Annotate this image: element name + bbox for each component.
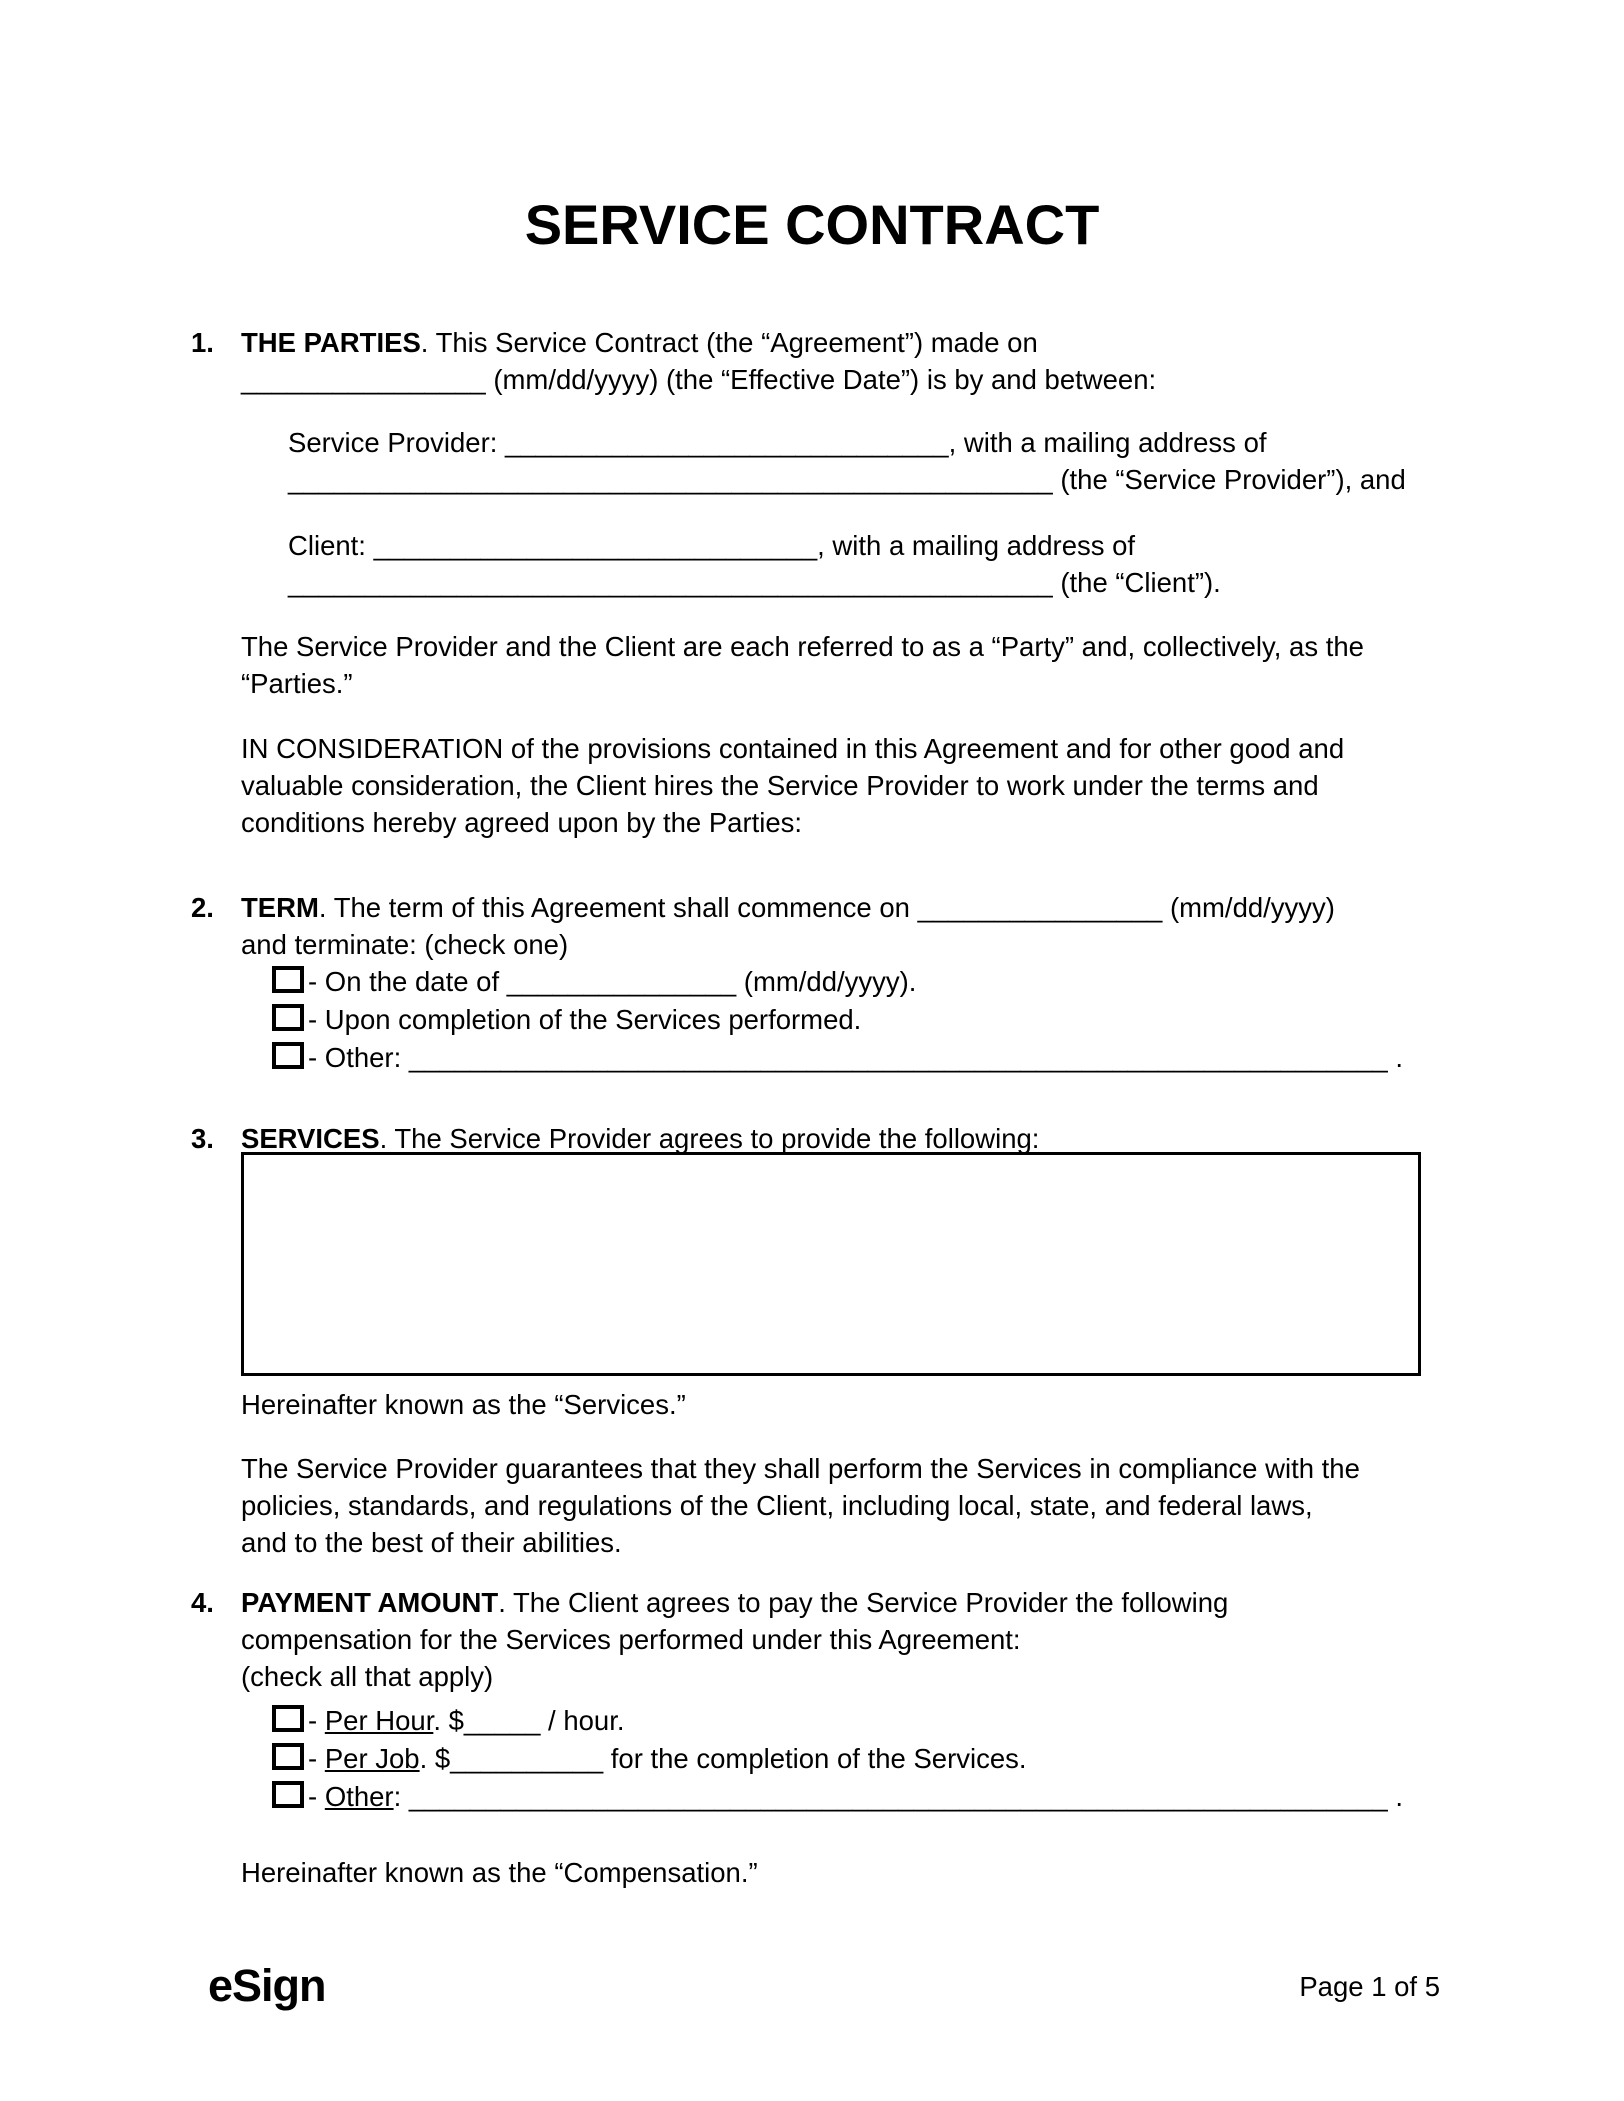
blank-job-amount[interactable]: __________: [450, 1743, 604, 1774]
section-number: 4.: [191, 1587, 214, 1618]
blank-client-address[interactable]: __________________________________________________: [288, 567, 1053, 598]
blank-commence-date[interactable]: ________________: [917, 892, 1163, 923]
blank-hourly-rate[interactable]: _____: [463, 1705, 541, 1736]
section-heading-services: SERVICES: [241, 1123, 380, 1154]
option-per-hour: [272, 1702, 1433, 1740]
text-run: . This Service Contract (the “Agreement”) made on: [420, 327, 1038, 358]
blank-service-provider-name[interactable]: _____________________________: [505, 427, 949, 458]
text-line: and to the best of their abilities.: [241, 1527, 622, 1558]
section-term: [191, 889, 1433, 1077]
service-provider-line-2: [288, 461, 1433, 498]
text-run: Client:: [288, 530, 374, 561]
services-hereinafter-line: Hereinafter known as the “Services.”: [241, 1389, 686, 1420]
term-options: [241, 963, 1433, 1077]
payment-options: [241, 1702, 1433, 1816]
service-provider-line-1: [288, 424, 1433, 461]
blank-effective-date[interactable]: ________________: [241, 364, 486, 395]
blank-payment-other[interactable]: ________________________________________________________________: [408, 1781, 1388, 1812]
parties-definition-paragraph: [241, 628, 1433, 702]
text-run: - Other:: [308, 1042, 409, 1073]
checkbox-per-job[interactable]: [272, 1743, 304, 1770]
section-services: [191, 1120, 1433, 1561]
per-job-label: Per Job: [324, 1743, 420, 1774]
text-run: -: [308, 1705, 325, 1736]
text-run: - On the date of: [308, 966, 507, 997]
section-term-body: [241, 889, 1433, 1077]
section-heading-term: TERM: [241, 892, 319, 923]
checkbox-terminate-on-date[interactable]: [272, 966, 304, 993]
blank-service-provider-address[interactable]: __________________________________________________: [288, 464, 1053, 495]
services-description-box[interactable]: [241, 1152, 1421, 1376]
section-parties: [191, 324, 1433, 841]
client-block: [241, 527, 1433, 601]
text-run: / hour.: [540, 1705, 625, 1736]
option-terminate-on-completion: [272, 1001, 1433, 1039]
text-run: (the “Client”).: [1052, 567, 1221, 598]
parties-intro-line-1: [241, 324, 1433, 361]
text-line: policies, standards, and regulations of the Client, including local, state, and federal laws,: [241, 1490, 1313, 1521]
section-parties-body: [241, 324, 1433, 841]
text-line: “Parties.”: [241, 668, 353, 699]
option-terminate-other: [272, 1039, 1433, 1077]
esign-logo: eSign: [208, 1960, 326, 2011]
services-guarantee-paragraph: [241, 1450, 1433, 1561]
section-number: 2.: [191, 892, 214, 923]
option-payment-other: [272, 1778, 1433, 1816]
text-run: (the “Service Provider”), and: [1052, 464, 1406, 495]
text-run: . The Client agrees to pay the Service Provider the following: [498, 1587, 1229, 1618]
page-number: Page 1 of 5: [1299, 1971, 1440, 2002]
document-content: [191, 0, 1433, 1891]
payment-intro-line-1: [241, 1584, 1433, 1621]
text-run: -: [308, 1743, 325, 1774]
payment-intro-line-2: compensation for the Services performed under this Agreement:: [241, 1624, 1021, 1655]
text-run: (mm/dd/yyyy).: [736, 966, 917, 997]
blank-terminate-other[interactable]: ________________________________________________________________: [408, 1042, 1388, 1073]
service-provider-block: [241, 424, 1433, 498]
checkbox-terminate-on-completion[interactable]: [272, 1004, 304, 1031]
text-line: valuable consideration, the Client hires the Service Provider to work under the terms and: [241, 770, 1319, 801]
blank-client-name[interactable]: _____________________________: [373, 530, 818, 561]
section-payment-body: [241, 1584, 1433, 1891]
text-run: , with a mailing address of: [948, 427, 1267, 458]
option-per-job: [272, 1740, 1433, 1778]
section-number: 3.: [191, 1123, 214, 1154]
term-intro-line-1: [241, 889, 1433, 926]
consideration-paragraph: [241, 730, 1433, 841]
text-run: . $: [419, 1743, 451, 1774]
parties-intro-line-2: [241, 361, 1433, 398]
other-label: Other: [324, 1781, 394, 1812]
text-run: (mm/dd/yyyy) (the “Effective Date”) is by and between:: [485, 364, 1157, 395]
section-heading-payment: PAYMENT AMOUNT: [241, 1587, 499, 1618]
text-run: Service Provider:: [288, 427, 506, 458]
client-line-1: [288, 527, 1433, 564]
compensation-hereinafter-line: Hereinafter known as the “Compensation.”: [241, 1857, 758, 1888]
text-run: .: [1387, 1042, 1403, 1073]
text-run: for the completion of the Services.: [603, 1743, 1027, 1774]
text-run: . $: [433, 1705, 464, 1736]
section-number: 1.: [191, 327, 214, 358]
text-line: conditions hereby agreed upon by the Parties:: [241, 807, 803, 838]
text-run: (mm/dd/yyyy): [1162, 892, 1335, 923]
blank-termination-date[interactable]: _______________: [506, 966, 737, 997]
text-line: IN CONSIDERATION of the provisions contained in this Agreement and for other good and: [241, 733, 1345, 764]
text-run: . The Service Provider agrees to provide the following:: [379, 1123, 1040, 1154]
option-terminate-on-date: [272, 963, 1433, 1001]
text-run: - Upon completion of the Services performed.: [308, 1004, 862, 1035]
text-line: The Service Provider guarantees that they shall perform the Services in compliance with the: [241, 1453, 1360, 1484]
section-payment-amount: [191, 1584, 1433, 1891]
text-line: The Service Provider and the Client are each referred to as a “Party” and, collectively, as the: [241, 631, 1364, 662]
checkbox-payment-other[interactable]: [272, 1781, 304, 1808]
section-heading-parties: THE PARTIES: [241, 327, 421, 358]
text-run: .: [1387, 1781, 1403, 1812]
payment-intro-line-3: (check all that apply): [241, 1661, 494, 1692]
term-intro-line-2: and terminate: (check one): [241, 929, 569, 960]
client-line-2: [288, 564, 1433, 601]
text-run: . The term of this Agreement shall commence on: [318, 892, 918, 923]
per-hour-label: Per Hour: [324, 1705, 434, 1736]
checkbox-per-hour[interactable]: [272, 1705, 304, 1732]
text-run: :: [393, 1781, 409, 1812]
page-title: SERVICE CONTRACT: [524, 193, 1100, 256]
text-run: -: [308, 1781, 325, 1812]
checkbox-terminate-other[interactable]: [272, 1042, 304, 1069]
section-services-body: [241, 1120, 1433, 1561]
text-run: , with a mailing address of: [817, 530, 1136, 561]
